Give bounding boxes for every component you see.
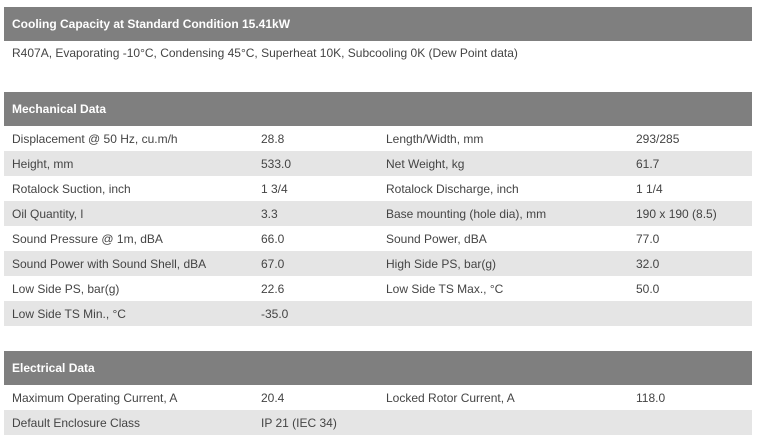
table-row (4, 126, 752, 151)
spec-value: 1 3/4 (253, 176, 378, 201)
spec-label: Default Enclosure Class (4, 410, 253, 435)
table-row (4, 151, 752, 176)
spec-label: Maximum Operating Current, A (4, 385, 253, 410)
spec-value: 190 x 190 (8.5) (628, 201, 752, 226)
spec-value: IP 21 (IEC 34) (253, 410, 378, 435)
spec-value: -35.0 (253, 301, 378, 326)
spec-value: 3.3 (253, 201, 378, 226)
table-row (4, 226, 752, 251)
spec-label: Base mounting (hole dia), mm (378, 201, 628, 226)
spec-label: Sound Pressure @ 1m, dBA (4, 226, 253, 251)
spec-value: 118.0 (628, 385, 752, 410)
spec-value: 1 1/4 (628, 176, 752, 201)
spec-label: Oil Quantity, l (4, 201, 253, 226)
spec-value: 67.0 (253, 251, 378, 276)
table-row (4, 251, 752, 276)
spec-value: 61.7 (628, 151, 752, 176)
table-row (4, 410, 752, 435)
spec-label: Displacement @ 50 Hz, cu.m/h (4, 126, 253, 151)
spec-value: 533.0 (253, 151, 378, 176)
table-row (4, 301, 752, 326)
spec-value: 28.8 (253, 126, 378, 151)
spec-value: 293/285 (628, 126, 752, 151)
spec-value (628, 410, 752, 435)
spec-label: Sound Power with Sound Shell, dBA (4, 251, 253, 276)
spec-label: Length/Width, mm (378, 126, 628, 151)
electrical-data-table (4, 385, 752, 435)
spec-label: Locked Rotor Current, A (378, 385, 628, 410)
table-row (4, 176, 752, 201)
spec-value: 50.0 (628, 276, 752, 301)
table-row (4, 385, 752, 410)
spec-value (628, 301, 752, 326)
mechanical-data-table (4, 126, 752, 326)
spec-label (378, 301, 628, 326)
cooling-capacity-header: Cooling Capacity at Standard Condition 15.41kW (4, 7, 752, 41)
spec-label: Rotalock Discharge, inch (378, 176, 628, 201)
spec-value: 77.0 (628, 226, 752, 251)
spec-value: 22.6 (253, 276, 378, 301)
spec-sheet (4, 7, 752, 435)
table-row (4, 276, 752, 301)
spec-label: Low Side TS Min., °C (4, 301, 253, 326)
spec-label: Low Side TS Max., °C (378, 276, 628, 301)
mechanical-data-header: Mechanical Data (4, 92, 752, 126)
spec-label: Low Side PS, bar(g) (4, 276, 253, 301)
spec-value: 20.4 (253, 385, 378, 410)
spec-label: High Side PS, bar(g) (378, 251, 628, 276)
cooling-conditions: R407A, Evaporating -10°C, Condensing 45°C, Superheat 10K, Subcooling 0K (Dew Point data) (12, 46, 518, 60)
spec-label: Sound Power, dBA (378, 226, 628, 251)
spec-label: Net Weight, kg (378, 151, 628, 176)
table-row (4, 201, 752, 226)
spec-label: Rotalock Suction, inch (4, 176, 253, 201)
spec-value: 66.0 (253, 226, 378, 251)
spec-label (378, 410, 628, 435)
electrical-data-header: Electrical Data (4, 351, 752, 385)
spec-value: 32.0 (628, 251, 752, 276)
spec-label: Height, mm (4, 151, 253, 176)
